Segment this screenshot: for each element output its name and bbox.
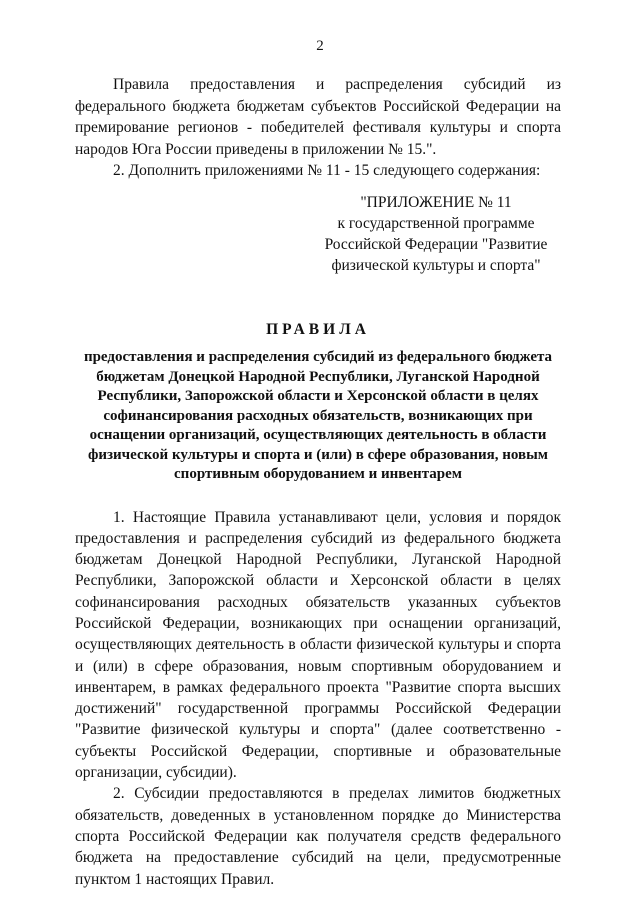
page-number: 2 (316, 38, 324, 54)
appendix-line-4: физической культуры и спорта" (331, 256, 541, 274)
intro-paragraph-1: Правила предоставления и распределения субсидий из федерального бюджета бюджетам субъектов Российской Федерации на премирование регионов - победителей фестиваля культуры и спорта народов Юга России приведены в приложении № 15.". (75, 76, 561, 158)
appendix-line-3: Российской Федерации "Развитие (324, 235, 548, 253)
rules-title: ПРАВИЛА (266, 320, 370, 338)
appendix-line-1: "ПРИЛОЖЕНИЕ № 11 (360, 193, 512, 211)
rules-paragraph-1: 1. Настоящие Правила устанавливают цели, условия и порядок предоставления и распределения субсидий из федерального бюджета бюджетам Донецкой Народной Республики, Луганской Народной Республики, Запорожской области и Херсонской области в целях софинансирования расходных обязательств указанных субъектов Российской Федерации, возникающих при оснащении организаций, осуществляющих деятельность в области физической культуры и спорта и (или) в сфере образования, новым спортивным оборудованием и инвентарем, в рамках федерального проекта "Развитие спорта высших достижений" государственной программы Российской Федерации "Развитие физической культуры и спорта" (далее соответственно - субъекты Российской Федерации, спортивные и образовательные организации, субсидии). (75, 508, 561, 782)
appendix-line-2: к государственной программе (337, 214, 535, 232)
appendix-header (75, 192, 561, 276)
rules-body (75, 507, 561, 890)
intro-paragraph-2: 2. Дополнить приложениями № 11 - 15 следующего содержания: (113, 162, 541, 179)
rules-subtitle: предоставления и распределения субсидий из федерального бюджета бюджетам Донецкой Народной Республики, Луганской Народной Республики, Запорожской области и Херсонской области в целях софинансирования расходных обязательств, возникающих при оснащении организаций, осуществляющих деятельность в области физической культуры и спорта и (или) в сфере образования, новым спортивным оборудованием и инвентарем (83, 349, 553, 482)
document-body (75, 74, 561, 890)
rules-paragraph-2: 2. Субсидии предоставляются в пределах лимитов бюджетных обязательств, доведенных в установленном порядке до Министерства спорта Российской Федерации как получателя средств федерального бюджета на предоставление субсидий на цели, предусмотренные пунктом 1 настоящих Правил. (75, 785, 561, 888)
